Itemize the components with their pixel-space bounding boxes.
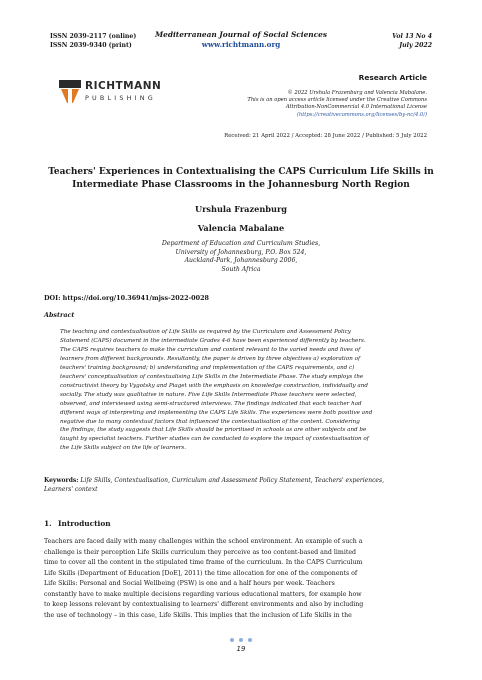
affiliation (0, 240, 482, 274)
body-line: the use of technology – in this case, Life Skills. This implies that the inclusion of Life Skills in the (44, 611, 352, 619)
body-line: Life Skills: Personal and Social Wellbeing (PSW) is one and a half hours per week. Teachers (44, 580, 335, 587)
abstract-line: negative due to many contextual factors that influenced the contextualisation of the content. Considering (60, 418, 360, 425)
paper-title (40, 166, 442, 191)
issue-date: July 2022 (399, 42, 432, 49)
issn-print: ISSN 2039-9340 (print) (50, 42, 132, 49)
journal-header (140, 30, 342, 50)
keywords-text-2: Learners' context (44, 485, 98, 493)
abstract-line: Statement (CAPS) document in the intermediate Grades 4-6 have been experienced differently by teachers. (60, 337, 366, 344)
abstract-line: different ways of interpreting and implementing the CAPS Life Skills. The experiences were both positive and (60, 409, 373, 416)
abstract-line: the findings, the study suggests that Life Skills should be prioritised in schools as are other subjects and be (60, 427, 367, 434)
volume-issue: Vol 13 No 4 (392, 33, 432, 40)
body-line: time to cover all the content in the stipulated time frame of the curriculum. In the CAPS Curriculum (44, 559, 363, 566)
issue-block (392, 32, 432, 50)
abstract-line: the Life Skills subject on the life of learners. (60, 445, 187, 452)
affiliation-line: South Africa (221, 265, 261, 273)
abstract-text (60, 328, 422, 453)
abstract-heading: Abstract (44, 311, 75, 319)
keywords-text: Life Skills, Contextualisation, Curriculum and Assessment Policy Statement, Teachers' experiences, (78, 477, 384, 484)
body-line: Life Skills (Department of Education [DoE], 2011) the time allocation for one of the components of (44, 569, 358, 577)
body-line: to keep lessons relevant by contextualising to learners' different environments and also by including (44, 601, 364, 608)
keywords (44, 477, 438, 494)
license-block (187, 90, 427, 119)
page-ornament-icon (226, 636, 256, 644)
section-title: Introduction (58, 519, 111, 528)
paper-title-line-1: Teachers' Experiences in Contextualising the CAPS Curriculum Life Skills in (48, 167, 434, 177)
abstract-line: taught by specialist teachers. Further studies can be conducted to explore the impact of contextualisation of (60, 436, 369, 443)
affiliation-line: Auckland-Park, Johannesburg 2006, (184, 257, 298, 265)
issn-online: ISSN 2039-2117 (online) (50, 33, 137, 40)
doi-link[interactable]: DOI: https://doi.org/10.36941/mjss-2022-0028 (44, 294, 209, 302)
paper-title-line-2: Intermediate Phase Classrooms in the Johannesburg North Region (72, 179, 410, 190)
body-text (44, 537, 438, 621)
section-heading (44, 519, 111, 528)
publisher-logo-icon (58, 79, 82, 105)
abstract-line: teachers' training background; b) understanding and implementation of the CAPS requirements, and c) (60, 364, 355, 371)
license-line-3: Attribution-NonCommercial 4.0 International License (285, 104, 427, 111)
abstract-line: constructivist theory by Vygotsky and Piaget with the emphasis on knowledge construction, individually and (60, 382, 368, 389)
abstract-line: The CAPS requires teachers to make the curriculum and content relevant to the varied needs and lives of (60, 346, 361, 353)
article-type: Research Article (358, 73, 427, 82)
section-number: 1. (44, 519, 52, 528)
affiliation-line: University of Johannesburg, P.O. Box 524, (175, 248, 307, 256)
issn-block (50, 32, 136, 50)
abstract-line: The teaching and contextualisation of Life Skills as required by the Curriculum and Assessment Policy (60, 329, 351, 335)
abstract-line: observed, and interviewed using semi-structured interviews. The findings indicated that each teacher had (60, 400, 362, 407)
abstract-line: socially. The study was qualitative in nature. Five Life Skills Intermediate Phase teachers were selected, (60, 391, 357, 398)
body-line: constantly have to make multiple decisions regarding various educational matters, for example how (44, 590, 362, 598)
journal-url[interactable]: www.richtmann.org (201, 40, 281, 49)
body-line: challenge is their perception Life Skills curriculum they perceive as too content-based and limited (44, 548, 357, 556)
publication-dates: Received: 21 April 2022 / Accepted: 28 June 2022 / Published: 5 July 2022 (224, 133, 427, 139)
publisher-name: RICHTMANN (85, 80, 162, 92)
affiliation-line: Department of Education and Curriculum Studies, (161, 240, 321, 247)
publisher-subname: PUBLISHING (85, 94, 156, 102)
author-1: Urshula Frazenburg (194, 204, 288, 214)
author-2: Valencia Mabalane (197, 223, 285, 233)
abstract-line: learners from different backgrounds. Resultantly, the paper is driven by three objectives a) exploration of (60, 355, 361, 362)
abstract-line: teachers' conceptualisation of contextualising Life Skills in the Intermediate Phase. The study employs the (60, 373, 364, 380)
journal-title: Mediterranean Journal of Social Sciences (154, 30, 328, 39)
license-line-2: This is an open access article licensed under the Creative Commons (247, 97, 427, 104)
keywords-label: Keywords: (44, 477, 79, 484)
body-line: Teachers are faced daily with many challenges within the school environment. An example of such a (44, 538, 363, 545)
page-number: 19 (236, 645, 246, 653)
license-link[interactable]: (https://creativecommons.org/licenses/by-nc/4.0/) (296, 111, 427, 118)
license-line-1: © 2022 Urshula Frazenburg and Valencia Mabalane. (287, 90, 427, 96)
